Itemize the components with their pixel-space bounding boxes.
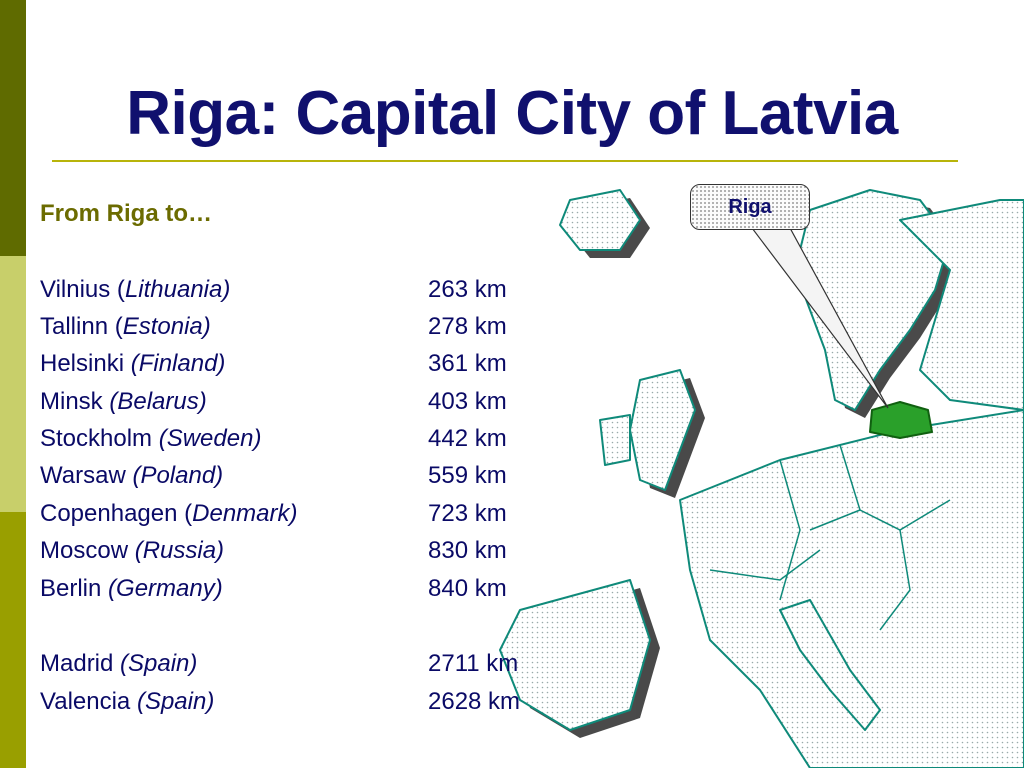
distance-row — [40, 425, 560, 461]
riga-callout: Riga — [690, 184, 810, 230]
destination-city: Madrid — [40, 650, 114, 677]
distance-value: 263 km — [428, 276, 507, 303]
destination-city: Minsk — [40, 388, 103, 415]
destination-country: (Poland) — [132, 462, 224, 489]
destination-city: Berlin — [40, 575, 102, 602]
distance-value: 559 km — [428, 462, 507, 489]
destination-country: (Spain) — [136, 688, 215, 715]
destination-city: Copenhagen — [40, 500, 178, 527]
country-prefix: ( — [110, 276, 125, 303]
distance-row — [40, 537, 560, 573]
destination-city: Stockholm — [40, 425, 153, 452]
country-prefix: ( — [108, 313, 123, 340]
distance-value: 278 km — [428, 313, 507, 340]
destination-country: Lithuania) — [124, 276, 231, 303]
distance-value: 2628 km — [428, 688, 521, 715]
slide-title: Riga: Capital City of Latvia — [126, 79, 898, 148]
country-prefix — [130, 688, 137, 715]
distance-row — [40, 650, 560, 686]
distance-value: 403 km — [428, 388, 507, 415]
distance-value: 442 km — [428, 425, 507, 452]
destination-country: (Belarus) — [109, 388, 207, 415]
distance-row — [40, 575, 560, 611]
destination-country: (Russia) — [134, 537, 225, 564]
distance-row — [40, 350, 560, 386]
distance-value: 830 km — [428, 537, 507, 564]
distance-row — [40, 500, 560, 536]
destination-country: (Finland) — [130, 350, 226, 377]
country-prefix — [152, 425, 159, 452]
distance-value: 840 km — [428, 575, 507, 602]
destination-country: (Spain) — [120, 650, 198, 677]
destination-city: Warsaw — [40, 462, 126, 489]
destination-country: (Germany) — [108, 575, 223, 602]
destination-city: Valencia — [40, 688, 131, 715]
destination-city: Helsinki — [40, 350, 125, 377]
destination-country: (Sweden) — [158, 425, 262, 452]
distance-row — [40, 688, 560, 724]
distance-row — [40, 313, 560, 349]
distance-value: 361 km — [428, 350, 507, 377]
country-prefix — [128, 537, 135, 564]
destination-country: Estonia) — [122, 313, 211, 340]
distance-value: 723 km — [428, 500, 507, 527]
country-prefix — [124, 350, 131, 377]
distance-value: 2711 km — [428, 650, 519, 677]
destination-city: Tallinn — [40, 313, 109, 340]
distance-row — [40, 276, 560, 312]
destination-country: Denmark) — [192, 500, 298, 527]
destination-city: Vilnius — [40, 276, 111, 303]
section-subtitle: From Riga to… — [40, 200, 212, 227]
distance-row — [40, 388, 560, 424]
distance-row — [40, 462, 560, 498]
country-prefix: ( — [177, 500, 193, 527]
destination-city: Moscow — [40, 537, 129, 564]
